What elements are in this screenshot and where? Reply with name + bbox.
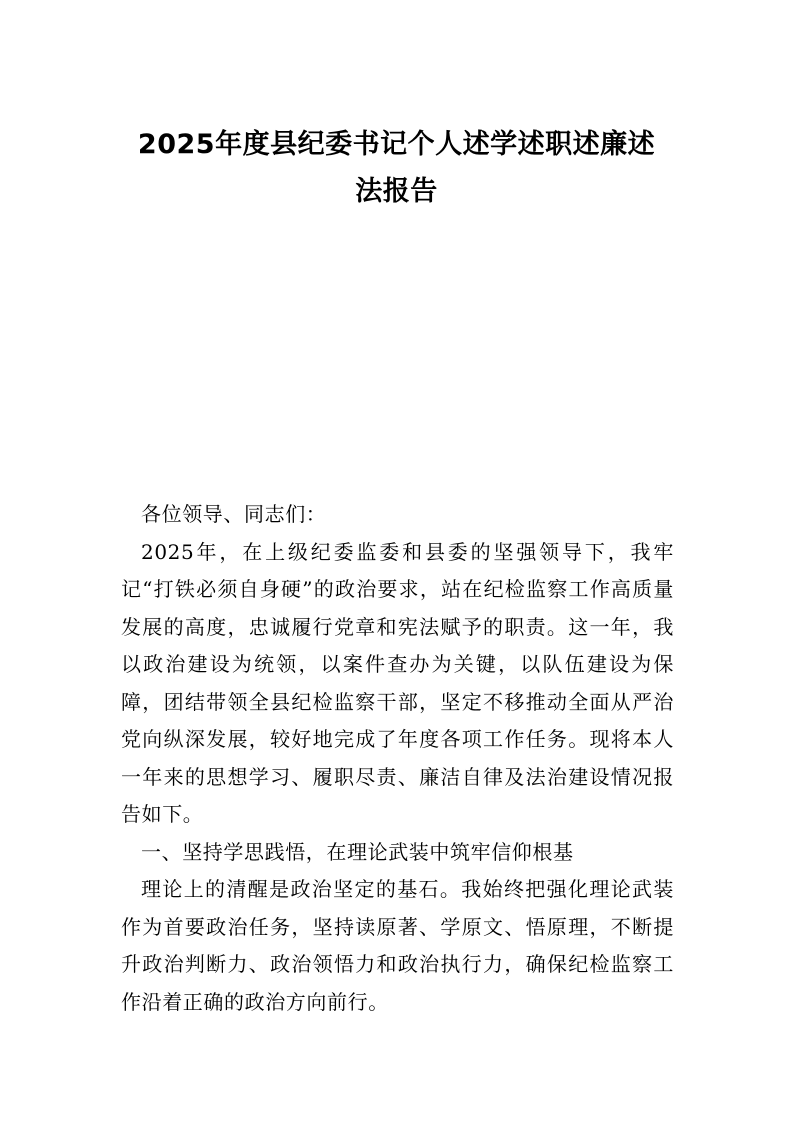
document-title — [100, 121, 693, 215]
section-heading-1: 一、坚持学思践悟，在理论武装中筑牢信仰根基 — [141, 839, 574, 864]
document-body — [121, 496, 674, 1021]
paragraph-intro: 2025年，在上级纪委监委和县委的坚强领导下，我牢记“打铁必须自身硬”的政治要求，站在纪检监察工作高质量发展的高度，忠诚履行党章和宪法赋予的职责。这一年，我以政治建设为统领，以案件查办为关键，以队伍建设为保障，团结带领全县纪检监察干部，坚定不移推动全面从严治党向纵深发展，较好地完成了年度各项工作任务。现将本人一年来的思想学习、履职尽责、廉洁自律及法治建设情况报告如下。 — [121, 539, 674, 826]
title-line-2: 法报告 — [355, 176, 438, 207]
paragraph-section-1: 理论上的清醒是政治坚定的基石。我始终把强化理论武装作为首要政治任务，坚持读原著、学原文、悟原理，不断提升政治判断力、政治领悟力和政治执行力，确保纪检监察工作沿着正确的政治方向前行。 — [121, 877, 674, 1014]
title-line-1: 2025年度县纪委书记个人述学述职述廉述 — [137, 129, 656, 160]
salutation: 各位领导、同志们： — [141, 502, 327, 526]
